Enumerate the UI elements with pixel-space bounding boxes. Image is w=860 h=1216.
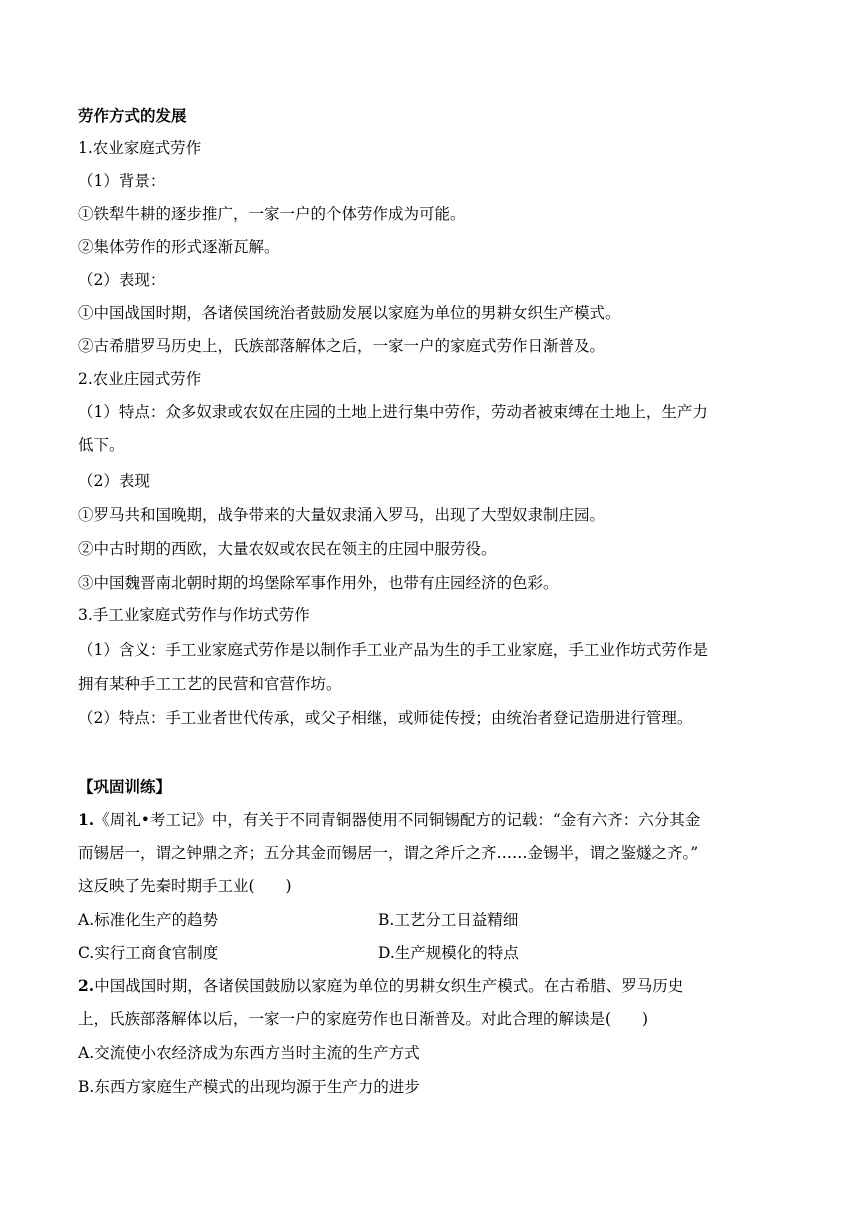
heading-handicraft: 3.手工业家庭式劳作与作坊式劳作 xyxy=(78,606,310,624)
heading-manor: 2.农业庄园式劳作 xyxy=(78,370,202,388)
paragraph: 低下。 xyxy=(78,436,125,454)
question-1-line xyxy=(78,810,700,830)
paragraph: ①铁犁牛耕的逐步推广，一家一户的个体劳作成为可能。 xyxy=(78,205,466,223)
paragraph: （1）含义：手工业家庭式劳作是以制作手工业产品为生的手工业家庭，手工业作坊式劳作是 xyxy=(78,641,708,659)
option-d: D.生产规模化的特点 xyxy=(378,944,519,962)
heading-agri-family: 1.农业家庭式劳作 xyxy=(78,139,202,157)
option-b: B.东西方家庭生产模式的出现均源于生产力的进步 xyxy=(78,1078,420,1096)
paragraph: ②中古时期的西欧，大量农奴或农民在领主的庄园中服劳役。 xyxy=(78,540,497,558)
question-1-line: 这反映了先秦时期手工业( ) xyxy=(78,877,292,895)
question-number: 1. xyxy=(78,810,95,829)
question-2-line xyxy=(78,976,683,996)
option-a: A.标准化生产的趋势 xyxy=(78,911,219,929)
subheading-manifestation: （2）表现 xyxy=(78,472,150,490)
paragraph: （1）特点：众多奴隶或农奴在庄园的土地上进行集中劳作，劳动者被束缚在土地上，生产力 xyxy=(78,403,708,421)
option-a: A.交流使小农经济成为东西方当时主流的生产方式 xyxy=(78,1044,420,1062)
paragraph: ①中国战国时期，各诸侯国统治者鼓励发展以家庭为单位的男耕女织生产模式。 xyxy=(78,304,621,322)
subheading-background: （1）背景： xyxy=(78,172,166,190)
paragraph: 拥有某种手工工艺的民营和官营作坊。 xyxy=(78,675,342,693)
option-b: B.工艺分工日益精细 xyxy=(378,911,519,929)
section-title: 劳作方式的发展 xyxy=(78,106,187,125)
paragraph: （2）特点：手工业者世代传承，或父子相继，或师徒传授；由统治者登记造册进行管理。 xyxy=(78,709,693,727)
question-1-line: 而锡居一，谓之钟鼎之齐；五分其金而锡居一，谓之斧斤之齐……金锡半，谓之鉴燧之齐。” xyxy=(78,844,699,862)
paragraph: ①罗马共和国晚期，战争带来的大量奴隶涌入罗马，出现了大型奴隶制庄园。 xyxy=(78,506,606,524)
question-number: 2. xyxy=(78,976,95,995)
paragraph: ③中国魏晋南北朝时期的坞堡除军事作用外，也带有庄园经济的色彩。 xyxy=(78,574,559,592)
subheading-manifestation: （2）表现： xyxy=(78,271,166,289)
practice-title: 【巩固训练】 xyxy=(78,777,172,796)
paragraph: ②古希腊罗马历史上，氏族部落解体之后，一家一户的家庭式劳作日渐普及。 xyxy=(78,337,606,355)
question-text: 中国战国时期，各诸侯国鼓励以家庭为单位的男耕女织生产模式。在古希腊、罗马历史 xyxy=(94,977,684,995)
question-text: 《周礼•考工记》中，有关于不同青铜器使用不同铜锡配方的记载：“金有六齐：六分其金 xyxy=(94,811,701,829)
paragraph: ②集体劳作的形式逐渐瓦解。 xyxy=(78,238,280,256)
option-c: C.实行工商食官制度 xyxy=(78,944,219,962)
question-2-line: 上，氏族部落解体以后，一家一户的家庭劳作也日渐普及。对此合理的解读是( ) xyxy=(78,1010,649,1028)
